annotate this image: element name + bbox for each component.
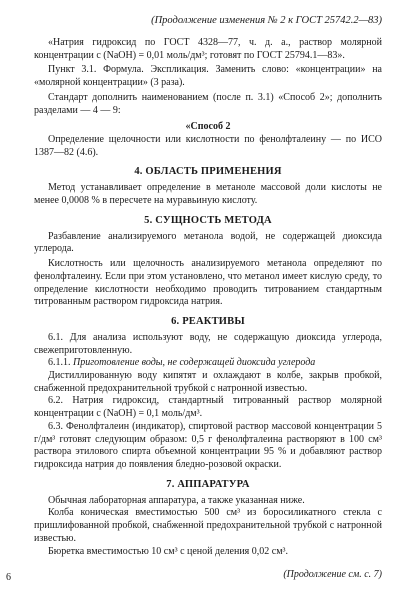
paragraph-naoh-reagent: «Натрия гидроксид по ГОСТ 4328—77, ч. д. а., раствор молярной концентрации c (NaOH) = 0,01 моль/дм³; готовят по ГОСТ 25794.1—83».	[34, 37, 382, 61]
paragraph-formula: Пункт 3.1. Формула. Экспликация. Заменить слово: «концентрации» на «молярной концентрации» (3 раза).	[34, 64, 382, 89]
method-text: Определение щелочности или кислотности по фенолфталеину — по ИСО 1387—82 (4.6).	[34, 133, 382, 158]
section-6-title: 6. РЕАКТИВЫ	[171, 315, 245, 327]
section-5-paragraph-1: Разбавление анализируемого метанола водой, не содержащей диоксида углерода.	[34, 230, 382, 255]
paragraph-6-1-1-heading	[34, 357, 382, 370]
section-7-paragraph-3: Бюретка вместимостью 10 см³ с ценой деления 0,02 см³.	[48, 545, 289, 557]
section-5-title: 5. СУЩНОСТЬ МЕТОДА	[144, 214, 272, 226]
paragraph-6-3: 6.3. Фенолфталеин (индикатор), спиртовой раствор массовой концентрации 5 г/дм³ готовят следующим образом: 0,5 г фенолфталеина растворяют в 100 см³ раствора этилового спирта объемной концентрации 95 % и добавляют раствор гидроксида натрия до появления бледно-розовой окраски.	[34, 420, 382, 470]
section-4-title: 4. ОБЛАСТЬ ПРИМЕНЕНИЯ	[134, 166, 282, 178]
paragraph-6-2: 6.2. Натрия гидроксид, стандартный титрованный раствор молярной концентрации c (NaOH) = 0,1 моль/дм³.	[34, 395, 382, 420]
continuation-note: (Продолжение см. с. 7)	[283, 569, 382, 581]
section-7-title: 7. АППАРАТУРА	[166, 478, 250, 490]
paragraph-6-1: 6.1. Для анализа используют воду, не содержащую диоксида углерода, свежеприготовленную.	[34, 331, 382, 356]
section-7-paragraph-1: Обычная лабораторная аппаратура, а также указанная ниже.	[48, 494, 305, 506]
section-5-paragraph-2: Кислотность или щелочность анализируемого метанола определяют по фенолфталеину. Если при этом установлено, что метанол имеет кислую среду, то определение кислотности необходимо проводить титрованием стандартным титрованным раствором гидроксида натрия.	[34, 258, 382, 308]
section-4-text: Метод устанавливает определение в метаноле массовой доли кислоты не менее 0,0008 % в пересчете на муравьиную кислоту.	[34, 182, 382, 207]
running-header: (Продолжение изменения № 2 к ГОСТ 25742.2—83)	[151, 15, 382, 26]
paragraph-supplement: Стандарт дополнить наименованием (после п. 3.1) «Способ 2»; дополнить разделами — 4 — 9:	[34, 91, 382, 116]
section-7-paragraph-2: Колба коническая вместимостью 500 см³ из боросиликатного стекла с пришлифованной пробкой, снабженной предохранительной трубкой с натронной известью.	[34, 507, 382, 544]
paragraph-6-1-1-title: Приготовление воды, не содержащей диоксида углерода	[73, 357, 316, 369]
method-title: «Способ 2	[185, 121, 231, 133]
paragraph-6-1-1-number: 6.1.1.	[48, 357, 71, 369]
page-number: 6	[6, 572, 11, 583]
paragraph-6-1-1-text: Дистиллированную воду кипятят и охлаждают в колбе, закрыв пробкой, снабженной предохранительной трубкой с натронной известью.	[34, 370, 382, 394]
